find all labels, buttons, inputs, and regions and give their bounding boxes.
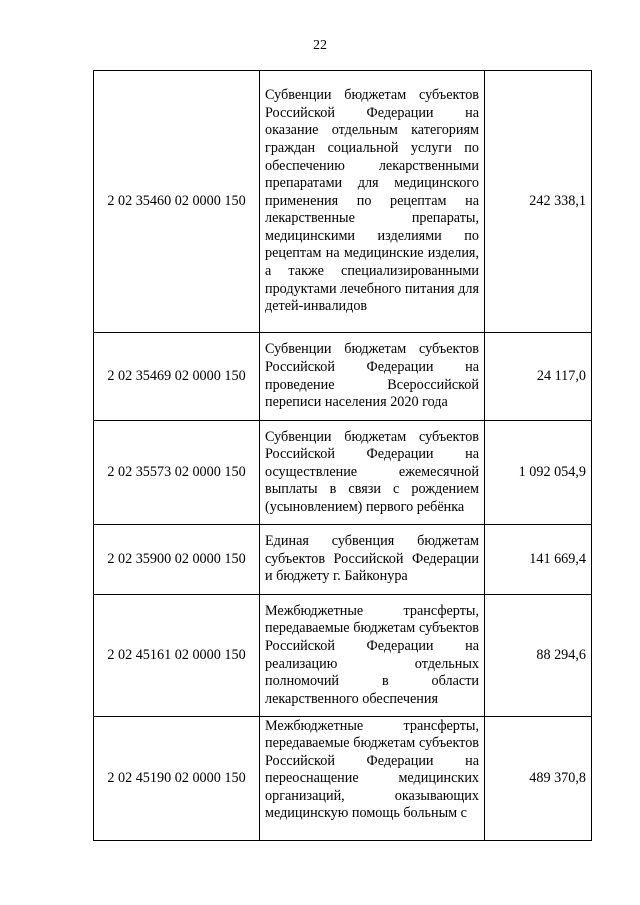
budget-item-name: Субвенции бюджетам субъектов Российской Федерации на оказание отдельным категориям граждан социальной услуги по обеспечению лекарственными препаратами для медицинского применения по рецептам на лекарственные препараты, медицинскими изделиями по рецептам на медицинские изделия, а также специализированными продуктами лечебного питания для детей-инвалидов <box>260 71 485 333</box>
budget-item-name: Субвенции бюджетам субъектов Российской Федерации на проведение Всероссийской переписи населения 2020 года <box>260 333 485 421</box>
budget-amount: 141 669,4 <box>485 525 592 595</box>
page-number: 22 <box>313 38 327 53</box>
budget-item-name: Межбюджетные трансферты, передаваемые бюджетам субъектов Российской Федерации на реализацию отдельных полномочий в области лекарственного обеспечения <box>260 595 485 717</box>
budget-item-name: Единая субвенция бюджетам субъектов Российской Федерации и бюджету г. Байконура <box>260 525 485 595</box>
budget-amount: 1 092 054,9 <box>485 421 592 525</box>
table-row <box>94 421 592 525</box>
table-row <box>94 71 592 333</box>
budget-table <box>93 70 592 841</box>
budget-code: 2 02 35460 02 0000 150 <box>94 71 260 333</box>
budget-amount: 242 338,1 <box>485 71 592 333</box>
budget-code: 2 02 45190 02 0000 150 <box>94 717 260 841</box>
budget-amount: 489 370,8 <box>485 717 592 841</box>
table-row <box>94 333 592 421</box>
table-row <box>94 595 592 717</box>
budget-code: 2 02 35573 02 0000 150 <box>94 421 260 525</box>
table-row <box>94 717 592 841</box>
budget-item-name-cell <box>260 717 485 841</box>
budget-amount: 24 117,0 <box>485 333 592 421</box>
budget-item-name: Субвенции бюджетам субъектов Российской Федерации на осуществление ежемесячной выплаты в связи с рождением (усыновлением) первого ребёнка <box>260 421 485 525</box>
budget-item-name: Межбюджетные трансферты, передаваемые бюджетам субъектов Российской Федерации на переоснащение медицинских организаций, оказывающих медицинскую помощь больным с <box>265 717 479 822</box>
budget-code: 2 02 45161 02 0000 150 <box>94 595 260 717</box>
table-row <box>94 525 592 595</box>
budget-code: 2 02 35469 02 0000 150 <box>94 333 260 421</box>
budget-amount: 88 294,6 <box>485 595 592 717</box>
budget-code: 2 02 35900 02 0000 150 <box>94 525 260 595</box>
